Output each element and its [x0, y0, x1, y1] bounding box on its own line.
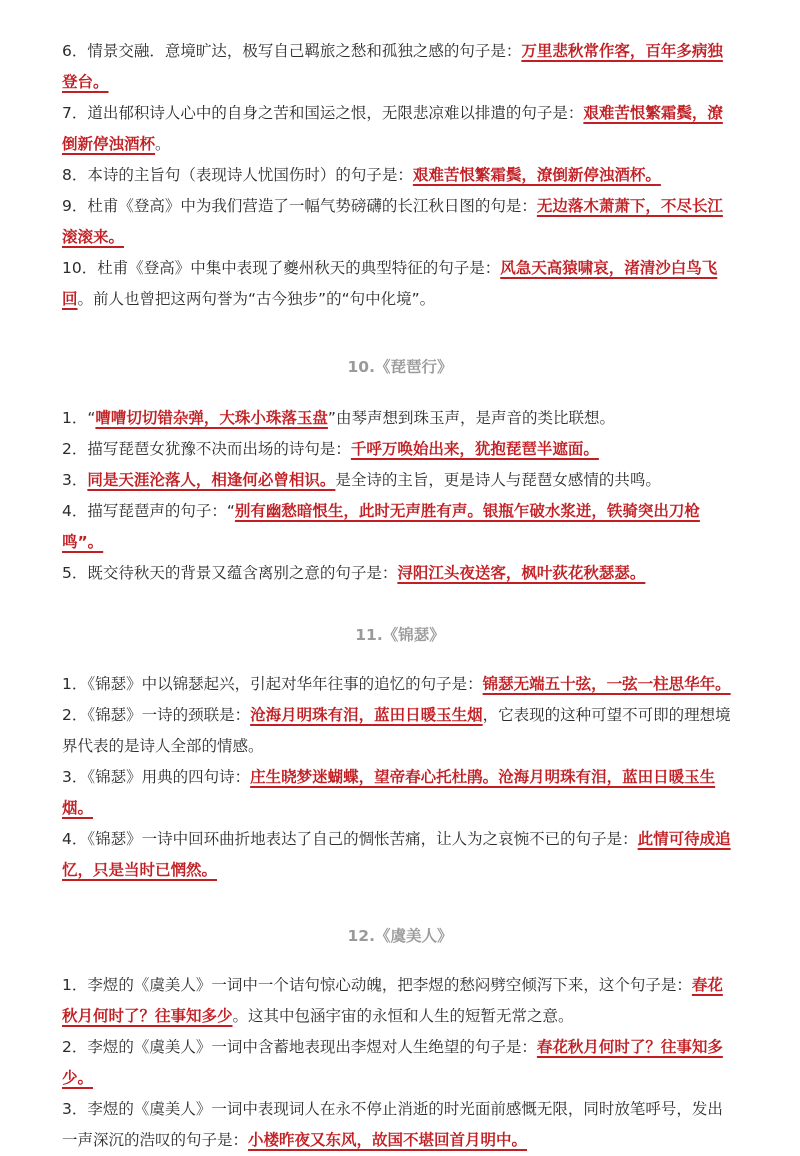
question-text-tail: 是全诗的主旨，更是诗人与琵琶女感情的共鸣。 [335, 471, 661, 489]
answer-text: 沧海月明珠有泪，蓝田日暖玉生烟 [250, 706, 483, 724]
question-text: 1．李煜的《虞美人》一词中一个诘句惊心动魄，把李煜的愁闷劈空倾泻下来，这个句子是： [62, 976, 692, 994]
answer-text: 锦瑟无端五十弦，一弦一柱思华年。 [482, 675, 731, 693]
question-item [62, 700, 738, 762]
question-text: 7．道出郁积诗人心中的自身之苦和国运之恨，无限悲凉难以排遣的句子是： [62, 104, 584, 122]
question-text: 2．李煜的《虞美人》一词中含蓄地表现出李煜对人生绝望的句子是： [62, 1038, 537, 1056]
question-item [62, 253, 738, 315]
question-item [62, 160, 738, 191]
answer-text: 无边落木萧萧下，不尽长江滚滚来。 [62, 197, 723, 246]
question-text: 6．情景交融．意境旷达，极写自己羁旅之愁和孤独之感的句子是： [62, 42, 522, 60]
question-item [62, 434, 738, 465]
answer-text: 庄生晓梦迷蝴蝶，望帝春心托杜鹃。沧海月明珠有泪，蓝田日暖玉生烟。 [62, 768, 716, 817]
question-item [62, 403, 738, 434]
question-text: 1．“ [62, 409, 96, 427]
question-text: 4．《锦瑟》一诗中回环曲折地表达了自己的惆怅苦痛，让人为之哀惋不已的句子是： [62, 830, 638, 848]
question-item [62, 970, 738, 1032]
answer-text: 艰难苦恨繁霜鬓，潦倒新停浊酒杯。 [412, 166, 661, 184]
question-text: 9．杜甫《登高》中为我们营造了一幅气势磅礴的长江秋日图的句是： [62, 197, 537, 215]
question-text-tail: 。 [155, 135, 171, 153]
question-text-tail: ，它表现的这种可望不可即的理想境界代表的是诗人全部的情感。 [62, 706, 731, 755]
answer-text: 小楼昨夜又东风，故国不堪回首月明中。 [248, 1131, 528, 1149]
question-item [62, 496, 738, 558]
question-text: 5．既交待秋天的背景又蕴含离别之意的句子是： [62, 564, 398, 582]
question-text: 3．李煜的《虞美人》一词中表现词人在永不停止消逝的时光面前感慨无限，同时放笔呼号，发出一声深沉的浩叹的句子是： [62, 1100, 723, 1149]
question-text: 8．本诗的主旨句（表现诗人忧国伤时）的句子是： [62, 166, 413, 184]
question-item [62, 465, 738, 496]
question-item [62, 669, 738, 700]
answer-text: 同是天涯沦落人，相逢何必曾相识。 [87, 471, 336, 489]
section-11-title: 11.《锦瑟》 [355, 626, 445, 644]
section-9-items [62, 36, 738, 315]
question-item [62, 98, 738, 160]
section-10-title: 10.《琵琶行》 [347, 358, 453, 376]
answer-text: 万里悲秋常作客，百年多病独登台。 [62, 42, 723, 91]
question-text-tail: 。这其中包涵宇宙的永恒和人生的短暂无常之意。 [232, 1007, 574, 1025]
question-item [62, 191, 738, 253]
question-text: 2．《锦瑟》一诗的颈联是： [62, 706, 251, 724]
section-11-items [62, 669, 738, 886]
section-12-title: 12.《虞美人》 [347, 927, 453, 945]
answer-text: 千呼万唤始出来，犹抱琵琶半遮面。 [350, 440, 599, 458]
question-item [62, 558, 738, 589]
answer-text: 浔阳江头夜送客，枫叶荻花秋瑟瑟。 [397, 564, 646, 582]
answer-text: 春花秋月何时了？往事知多少 [62, 976, 723, 1025]
answer-text: 风急天高猿啸哀，渚清沙白鸟飞回 [62, 259, 718, 308]
question-item [62, 824, 738, 886]
question-item [62, 762, 738, 824]
question-text: 10．杜甫《登高》中集中表现了夔州秋天的典型特征的句子是： [62, 259, 501, 277]
question-text: 4．描写琵琶声的句子：“ [62, 502, 235, 520]
answer-text: 此情可待成追忆，只是当时已惘然。 [62, 830, 731, 879]
question-text: 3．《锦瑟》用典的四句诗： [62, 768, 251, 786]
question-text-tail: ”由琴声想到珠玉声，是声音的类比联想。 [327, 409, 615, 427]
question-item [62, 1032, 738, 1094]
answer-text: 别有幽愁暗恨生，此时无声胜有声。银瓶乍破水浆迸，铁骑突出刀枪鸣”。 [62, 502, 700, 551]
section-12-items [62, 970, 738, 1156]
answer-text: 嘈嘈切切错杂弹，大珠小珠落玉盘 [95, 409, 328, 427]
question-text: 1．《锦瑟》中以锦瑟起兴，引起对华年往事的追忆的句子是： [62, 675, 483, 693]
question-item [62, 1094, 738, 1156]
question-text: 3． [62, 471, 88, 489]
question-item [62, 36, 738, 98]
answer-text: 艰难苦恨繁霜鬓，潦倒新停浊酒杯 [62, 104, 723, 153]
question-text: 2．描写琵琶女犹豫不决而出场的诗句是： [62, 440, 351, 458]
section-10-items [62, 403, 738, 589]
question-text-tail: 。前人也曾把这两句誉为“古今独步”的“句中化境”。 [77, 290, 436, 308]
answer-text: 春花秋月何时了？往事知多少。 [62, 1038, 723, 1087]
